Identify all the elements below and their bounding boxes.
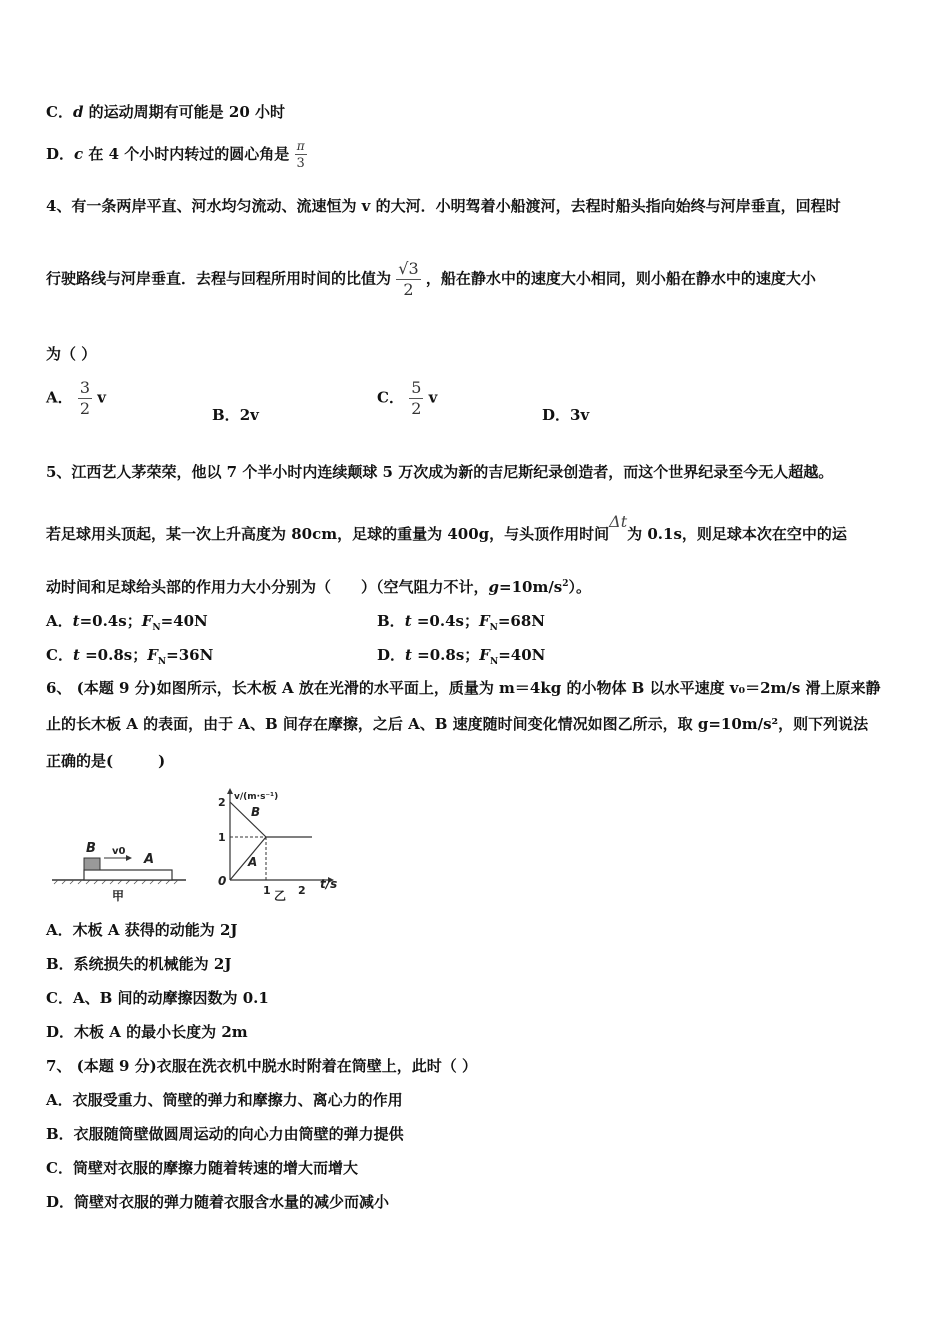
jia-caption: 甲 [112, 889, 125, 903]
f-var: F [147, 646, 158, 664]
frac-den: 2 [396, 279, 420, 298]
frac-num: 3 [79, 378, 91, 397]
q7-option-a: A．衣服受重力、筒壁的弹力和摩擦力、离心力的作用 [46, 1091, 403, 1109]
q3-option-d-label: D． [46, 145, 75, 163]
q4-stem-line2 [46, 261, 816, 298]
q4-ratio-fraction [396, 261, 420, 298]
t-var: t [72, 612, 80, 630]
board-a-label: A [144, 852, 155, 867]
q3-option-c-text: 的运动周期有可能是 20 小时 [83, 103, 285, 121]
t-value: =0.8s； [79, 646, 148, 664]
frac-den: 2 [79, 399, 91, 418]
f-sub: N [489, 623, 498, 633]
q7-option-b: B．衣服随筒壁做圆周运动的向心力由筒壁的弹力提供 [46, 1125, 404, 1143]
q5-stem-line3 [46, 574, 591, 597]
frac-den: 3 [296, 156, 305, 171]
frac-num: √3 [398, 259, 419, 278]
q4-option-d [542, 404, 589, 425]
option-label: A． [46, 388, 73, 407]
option-label: B． [212, 406, 240, 424]
board-a [84, 870, 172, 880]
q5-option-a [46, 610, 208, 633]
option-tail: v [428, 388, 438, 407]
f-value: =40N [498, 646, 546, 664]
q6-option-c: C．A、B 间的动摩擦因数为 0.1 [46, 989, 269, 1007]
f-var: F [141, 612, 153, 630]
origin-label: 0 [218, 874, 227, 888]
f-sub: N [157, 657, 167, 667]
y-axis-label: v/(m·s⁻¹) [234, 792, 279, 802]
q3-option-c-var: d [72, 103, 84, 121]
f-value: =40N [160, 612, 208, 630]
q6-option-d: D．木板 A 的最小长度为 2m [46, 1023, 248, 1041]
q5-stem-line2b: 为 0.1s，则足球本次在空中的运 [627, 525, 847, 543]
q6-option-a: A．木板 A 获得的动能为 2J [46, 921, 238, 939]
option-label: D． [542, 406, 571, 424]
q4-option-a [46, 380, 106, 417]
q4-option-c-fraction [409, 380, 423, 417]
option-label: A． [46, 612, 73, 630]
curve-b [230, 802, 266, 837]
q5-stem-line3a: 动时间和足球给头部的作用力大小分别为（ ）（空气阻力不计， [46, 578, 489, 596]
f-value: =36N [166, 646, 214, 664]
f-value: =68N [497, 612, 546, 630]
option-text: 2v [239, 406, 259, 424]
q3-option-c-label: C． [46, 103, 73, 121]
q4-stem-line3: 为（ ） [46, 345, 97, 363]
q4-stem-line2b: ，船在静水中的速度大小相同，则小船在静水中的速度大小 [425, 269, 816, 288]
q4-stem-line2a: 行驶路线与河岸垂直．去程与回程所用时间的比值为 [46, 269, 392, 288]
q7-option-c: C．筒壁对衣服的摩擦力随着转速的增大而增大 [46, 1159, 358, 1177]
t-var: t [405, 646, 412, 664]
q6-option-b: B．系统损失的机械能为 2J [46, 955, 232, 973]
q5-stem-line2 [46, 512, 847, 544]
q5-stem-line2a: 若足球用头顶起，某一次上升高度为 80cm，足球的重量为 400g，与头顶作用时间 [46, 525, 610, 543]
block-b-label: B [86, 841, 96, 856]
q6-stem-line3: 正确的是( ) [46, 752, 166, 770]
t-var: t [404, 612, 412, 630]
option-label: C． [377, 388, 404, 407]
q7-stem-line1: 7、 (本题 9 分)衣服在洗衣机中脱水时附着在筒壁上，此时（ ） [46, 1057, 477, 1075]
q5-option-b [377, 610, 545, 633]
g-var: g [488, 578, 500, 596]
q5-option-d [377, 644, 545, 667]
frac-num: π [296, 139, 305, 153]
x-tick-1: 1 [263, 884, 271, 897]
f-var: F [479, 646, 490, 664]
frac-den: 2 [411, 399, 422, 418]
t-var: t [72, 646, 80, 664]
y-axis-arrow [227, 788, 233, 794]
option-text: 3v [570, 406, 590, 424]
q5-stem-line3c: ）。 [568, 578, 592, 596]
q4-option-a-fraction [78, 380, 92, 417]
q3-option-d-fraction [295, 140, 307, 170]
f-var: F [478, 612, 490, 630]
q4-option-c [377, 380, 437, 417]
q3-option-d-text: 在 4 个小时内转过的圆心角是 [83, 145, 290, 163]
q3-option-d [46, 140, 307, 170]
f-sub: N [489, 657, 499, 667]
x-tick-2: 2 [298, 884, 306, 897]
frac-num: 5 [411, 378, 422, 397]
t-value: =0.4s； [79, 612, 142, 630]
q5-option-c [46, 644, 213, 667]
f-sub: N [152, 623, 161, 633]
option-label: B． [377, 612, 405, 630]
q6-figure [46, 784, 356, 906]
q6-stem-line2: 止的长木板 A 的表面，由于 A、B 间存在摩擦，之后 A、B 速度随时间变化情况如图乙所示，取 g=10m/s²，则下列说法 [46, 715, 869, 733]
q3-option-d-var: c [74, 145, 84, 163]
q3-option-c [46, 102, 285, 122]
y-tick-2: 2 [218, 796, 226, 809]
x-axis-label: t/s [320, 877, 338, 891]
v0-label: v0 [112, 846, 126, 857]
g-value: =10m/s [499, 578, 563, 596]
q4-option-b [212, 404, 259, 425]
curve-b-label: B [251, 805, 261, 819]
block-b [84, 858, 100, 870]
option-label: D． [377, 646, 406, 664]
t-value: =0.4s； [411, 612, 479, 630]
curve-a-label: A [248, 855, 258, 869]
q4-stem-line1: 4、有一条两岸平直、河水均匀流动、流速恒为 v 的大河．小明驾着小船渡河，去程时船头指向始终与河岸垂直，回程时 [46, 197, 841, 215]
q7-option-d: D．筒壁对衣服的弹力随着衣服含水量的减少而减小 [46, 1193, 390, 1211]
option-tail: v [97, 388, 107, 407]
q6-stem-line1: 6、 (本题 9 分)如图所示，长木板 A 放在光滑的水平面上，质量为 m＝4kg 的小物体 B 以水平速度 v₀＝2m/s 滑上原来静 [46, 679, 881, 697]
t-value: =0.8s； [411, 646, 480, 664]
g-sup: 2 [562, 579, 569, 589]
v0-arrowhead [126, 855, 132, 861]
q5-stem-line1: 5、江西艺人茅荣荣，他以 7 个半小时内连续颠球 5 万次成为新的吉尼斯纪录创造者，而这个世界纪录至今无人超越。 [46, 463, 834, 481]
y-tick-1: 1 [218, 831, 226, 844]
delta-t: Δt [609, 512, 628, 531]
option-label: C． [46, 646, 73, 664]
yi-caption: 乙 [274, 889, 287, 903]
